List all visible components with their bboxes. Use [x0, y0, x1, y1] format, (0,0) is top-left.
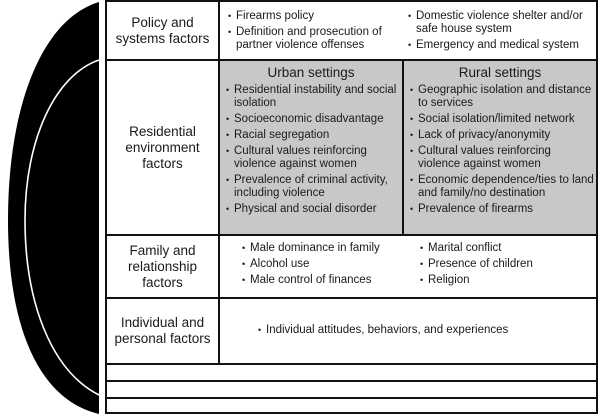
list-item: • Definition and prosecution of partner violence offenses: [228, 26, 396, 52]
residential-content: [220, 61, 596, 234]
rural-settings-title: Rural settings: [458, 65, 542, 80]
list-item: • Male dominance in family: [242, 242, 412, 255]
family-list-left: [242, 242, 412, 290]
list-item: • Firearms policy: [228, 10, 396, 23]
list-item: • Cultural values reinforcing violence against women: [410, 145, 596, 171]
factor-table: [105, 0, 598, 414]
list-item: • Marital conflict: [420, 242, 580, 255]
list-item: • Prevalence of criminal activity, including violence: [226, 174, 402, 200]
row-residential-environment: [105, 59, 598, 234]
empty-row: [105, 363, 598, 380]
nested-arc-graphic: [0, 0, 110, 416]
list-item: • Cultural values reinforcing violence against women: [226, 145, 402, 171]
row-label-policy: Policy and systems factors: [107, 2, 220, 59]
policy-list-left: [228, 10, 396, 55]
list-item: • Geographic isolation and distance to services: [410, 84, 596, 110]
urban-settings-panel: [220, 61, 404, 234]
row-policy-systems: [105, 0, 598, 59]
list-item: • Prevalence of firearms: [410, 203, 596, 216]
list-item: • Racial segregation: [226, 129, 402, 142]
individual-content: [220, 299, 596, 363]
rural-list: [404, 84, 596, 216]
list-item: • Social isolation/limited network: [410, 113, 596, 126]
family-list-right: [420, 242, 580, 290]
row-individual-personal: [105, 297, 598, 363]
individual-list: [258, 324, 578, 340]
list-item: • Religion: [420, 274, 580, 287]
row-family-relationship: [105, 234, 598, 297]
row-label-family: Family and relationship factors: [107, 236, 220, 297]
urban-list: [220, 84, 402, 216]
empty-row: [105, 397, 598, 414]
list-item: • Economic dependence/ties to land and family/no destination: [410, 174, 596, 200]
list-item: • Domestic violence shelter and/or safe house system: [408, 10, 600, 36]
list-item: • Lack of privacy/anonymity: [410, 129, 596, 142]
list-item: • Individual attitudes, behaviors, and experiences: [258, 324, 578, 337]
row-label-individual: Individual and personal factors: [107, 299, 220, 363]
family-content: [220, 236, 596, 297]
list-item: • Emergency and medical system: [408, 39, 600, 52]
empty-row: [105, 380, 598, 397]
urban-settings-title: Urban settings: [267, 65, 355, 80]
policy-content: [220, 2, 596, 59]
list-item: • Presence of children: [420, 258, 580, 271]
rural-settings-panel: [404, 61, 596, 234]
list-item: • Alcohol use: [242, 258, 412, 271]
list-item: • Residential instability and social isolation: [226, 84, 402, 110]
list-item: • Male control of finances: [242, 274, 412, 287]
policy-list-right: [408, 10, 600, 55]
list-item: • Socioeconomic disadvantage: [226, 113, 402, 126]
list-item: • Physical and social disorder: [226, 203, 402, 216]
row-label-residential: Residential environment factors: [107, 61, 220, 234]
